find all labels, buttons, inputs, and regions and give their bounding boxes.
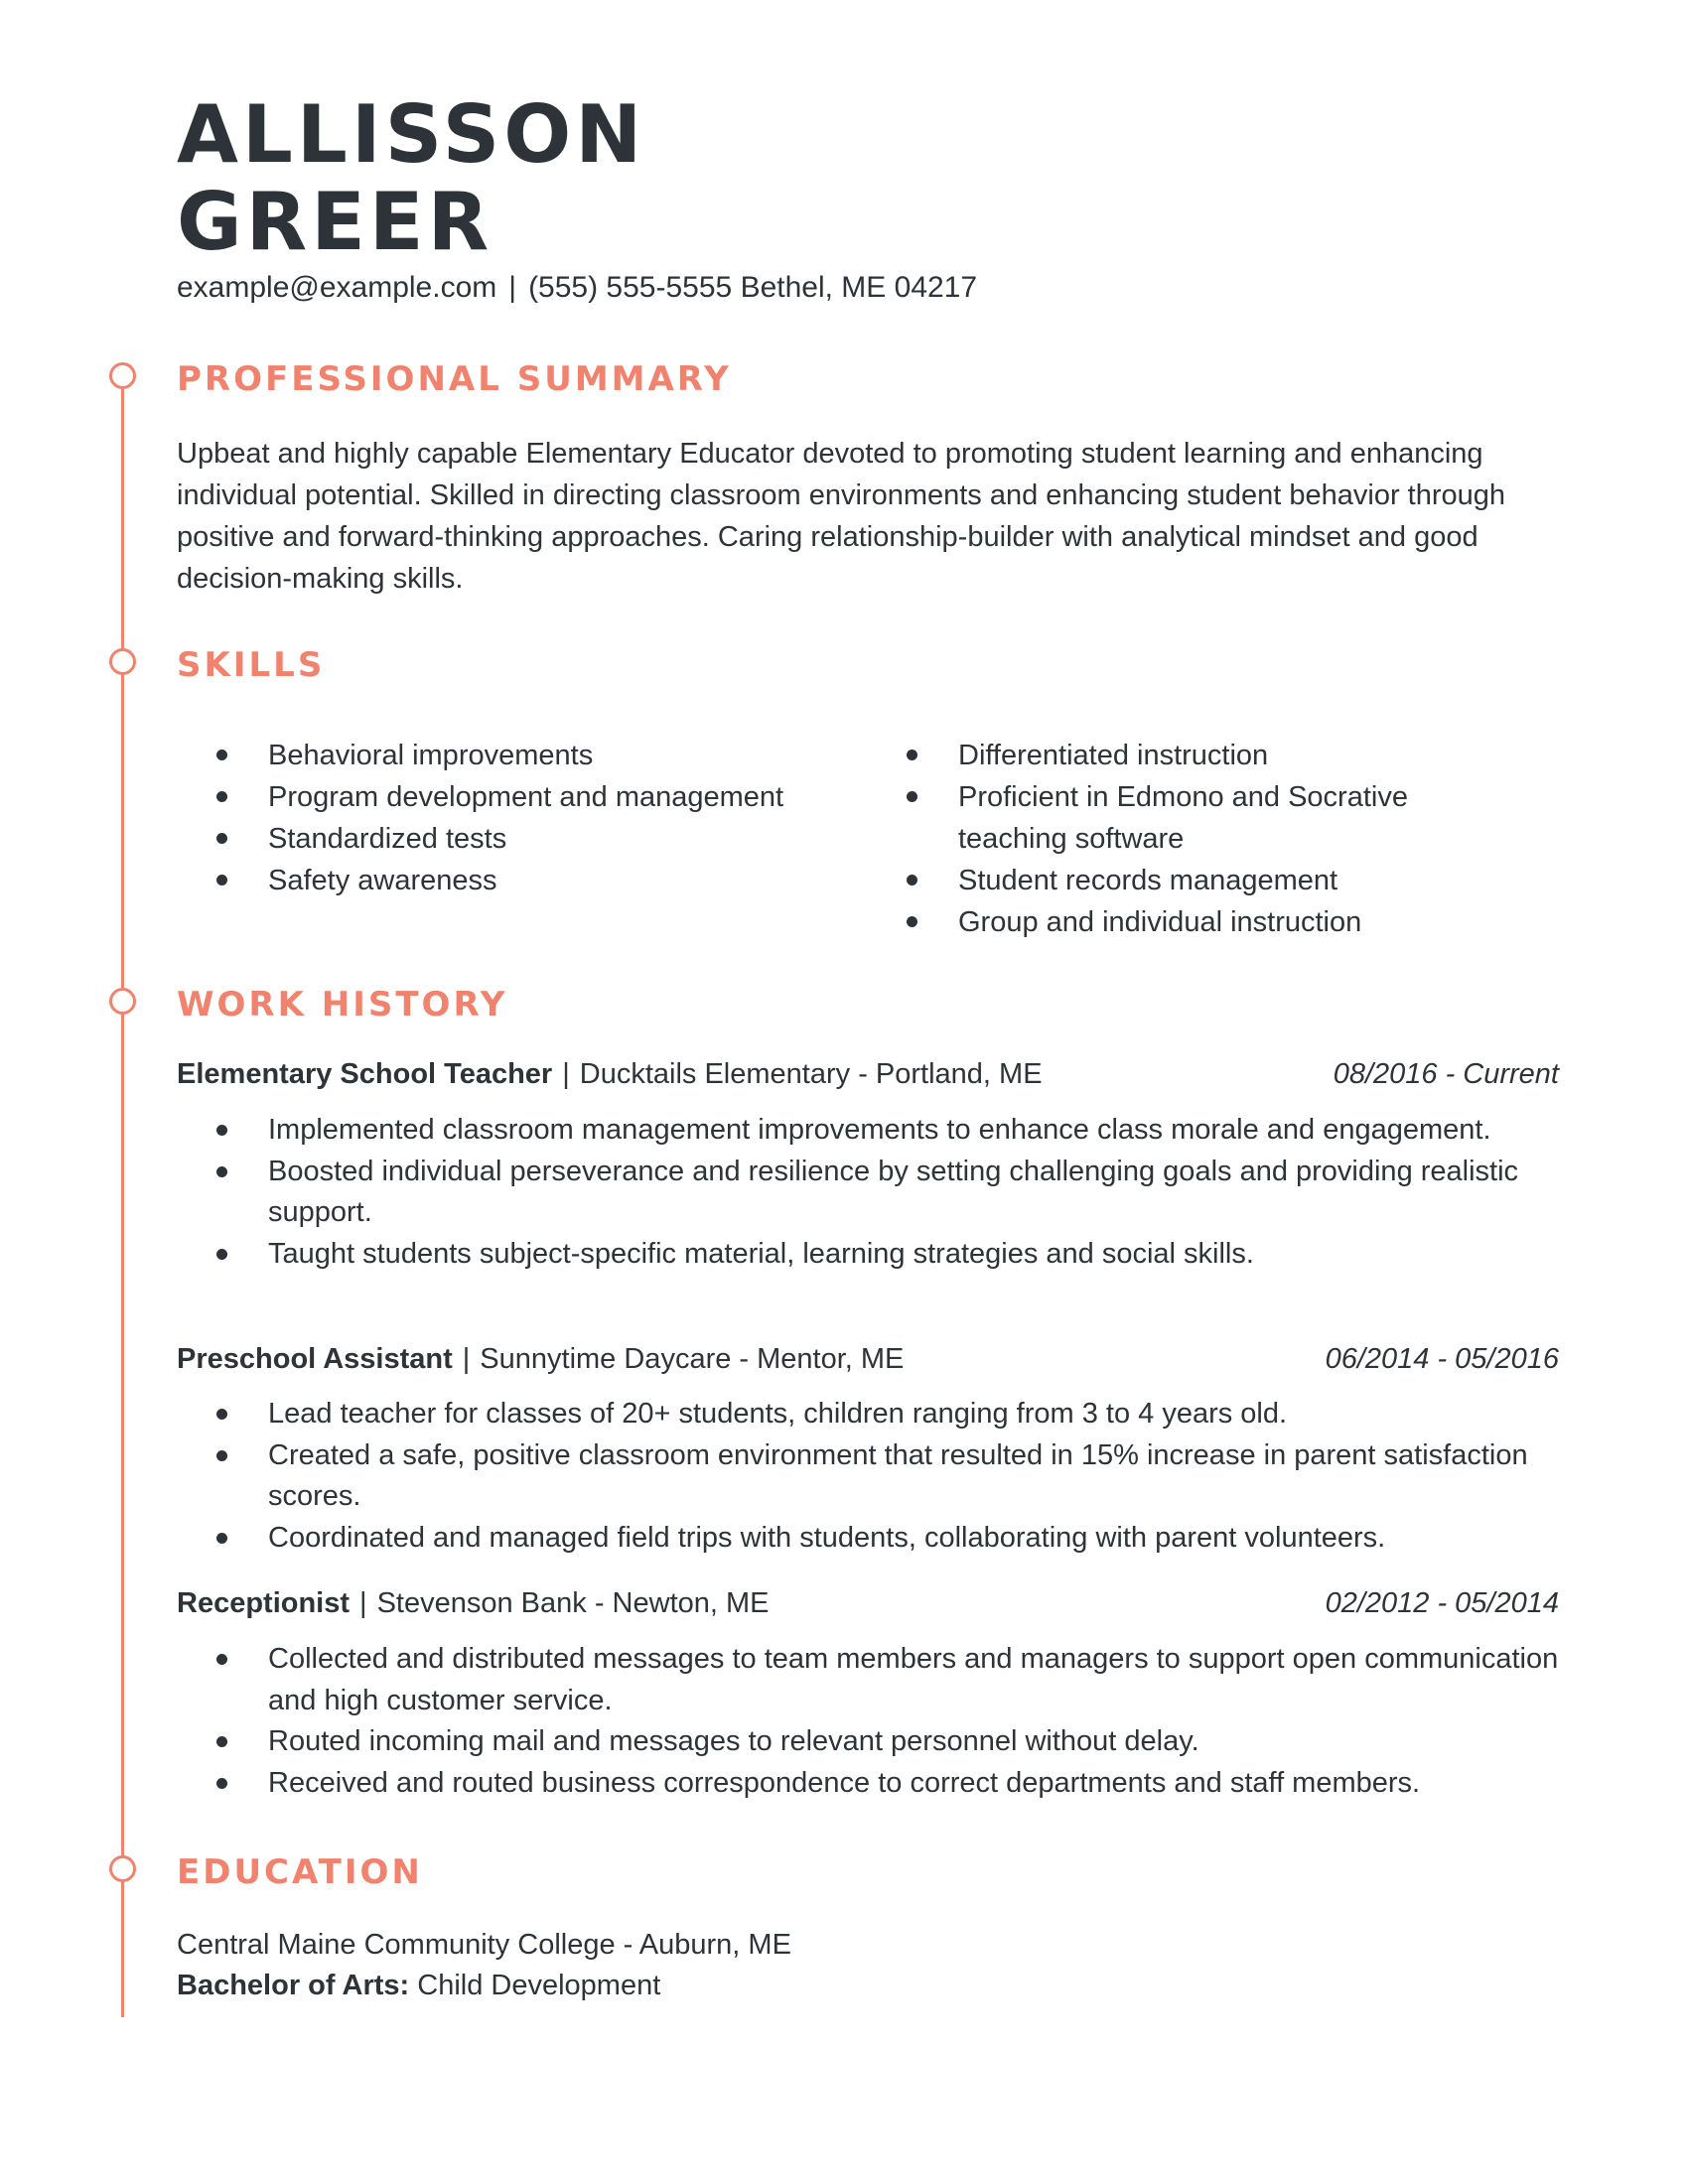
job-separator: |	[462, 1343, 471, 1375]
skill-item: Behavioral improvements	[177, 735, 867, 776]
job-bullet: Boosted individual perseverance and resilience by setting challenging goals and providing realistic support.	[177, 1152, 1587, 1234]
job-header	[177, 1054, 1559, 1094]
candidate-name	[177, 88, 646, 268]
summary-heading: PROFESSIONAL SUMMARY	[177, 359, 732, 399]
job-bullets	[177, 1110, 1587, 1275]
phone: (555) 555-5555	[528, 271, 733, 304]
skills-heading: SKILLS	[177, 645, 326, 685]
summary-text: Upbeat and highly capable Elementary Educator devoted to promoting student learning and enhancing individual potential. Skilled in directing classroom environments and enhancing student behavior through positive and forward-thinking approaches. Caring relationship-builder with analytical mindset and good decision-making skills.	[177, 438, 1506, 595]
work-timeline-node	[109, 988, 136, 1015]
skill-item: Differentiated instruction	[867, 735, 1423, 776]
job-dates: 02/2012 - 05/2014	[1325, 1587, 1559, 1619]
job-bullet: Lead teacher for classes of 20+ students, children ranging from 3 to 4 years old.	[177, 1394, 1587, 1435]
skills-column-left	[177, 735, 867, 943]
job-bullet: Coordinated and managed field trips with students, collaborating with parent volunteers.	[177, 1518, 1587, 1560]
skill-item: Standardized tests	[177, 818, 867, 860]
skill-item: Safety awareness	[177, 860, 867, 901]
job-title: Receptionist	[177, 1587, 351, 1619]
timeline-line	[121, 389, 124, 2017]
contact-separator: |	[508, 271, 517, 304]
job-employer: Ducktails Elementary - Portland, ME	[579, 1058, 1043, 1090]
summary-timeline-node	[109, 362, 136, 389]
job-bullet: Implemented classroom management improvements to enhance class morale and engagement.	[177, 1110, 1587, 1152]
education-heading: EDUCATION	[177, 1852, 423, 1892]
contact-line	[177, 270, 977, 306]
job-bullet: Taught students subject-specific material, learning strategies and social skills.	[177, 1234, 1587, 1276]
email: example@example.com	[177, 271, 497, 304]
job-title: Preschool Assistant	[177, 1343, 453, 1375]
job-separator: |	[562, 1058, 570, 1090]
job-employer: Stevenson Bank - Newton, ME	[376, 1587, 770, 1619]
skill-item: Group and individual instruction	[867, 901, 1423, 943]
last-name: GREER	[177, 176, 493, 268]
skill-item: Proficient in Edmono and Socrative teaching software	[867, 776, 1423, 860]
job-dates: 08/2016 - Current	[1333, 1058, 1559, 1090]
job-employer: Sunnytime Daycare - Mentor, ME	[480, 1343, 905, 1375]
job-bullet: Routed incoming mail and messages to relevant personnel without delay.	[177, 1721, 1587, 1763]
job-dates: 06/2014 - 05/2016	[1325, 1343, 1559, 1375]
job-bullet: Received and routed business correspondence to correct departments and staff members.	[177, 1763, 1587, 1805]
job-title: Elementary School Teacher	[177, 1058, 553, 1090]
skills-list	[177, 735, 1567, 943]
skill-item: Program development and management	[177, 776, 867, 818]
job-bullet: Created a safe, positive classroom environment that resulted in 15% increase in parent satisfaction scores.	[177, 1435, 1587, 1518]
job-bullets	[177, 1639, 1587, 1804]
education-degree	[177, 1966, 660, 2005]
skill-item: Student records management	[867, 860, 1423, 901]
job-header	[177, 1339, 1559, 1379]
skills-column-right	[867, 735, 1423, 943]
job-header	[177, 1583, 1559, 1623]
first-name: ALLISSON	[177, 88, 646, 181]
address: Bethel, ME 04217	[740, 271, 978, 304]
skills-timeline-node	[109, 648, 136, 675]
work-heading: WORK HISTORY	[177, 985, 508, 1024]
job-separator: |	[359, 1587, 367, 1619]
degree-field: Child Development	[417, 1970, 661, 2001]
job-bullet: Collected and distributed messages to team members and managers to support open communication and high customer service.	[177, 1639, 1587, 1721]
education-school: Central Maine Community College - Auburn, ME	[177, 1929, 791, 1961]
job-bullets	[177, 1394, 1587, 1559]
education-timeline-node	[109, 1855, 136, 1882]
degree-label: Bachelor of Arts:	[177, 1970, 410, 2001]
